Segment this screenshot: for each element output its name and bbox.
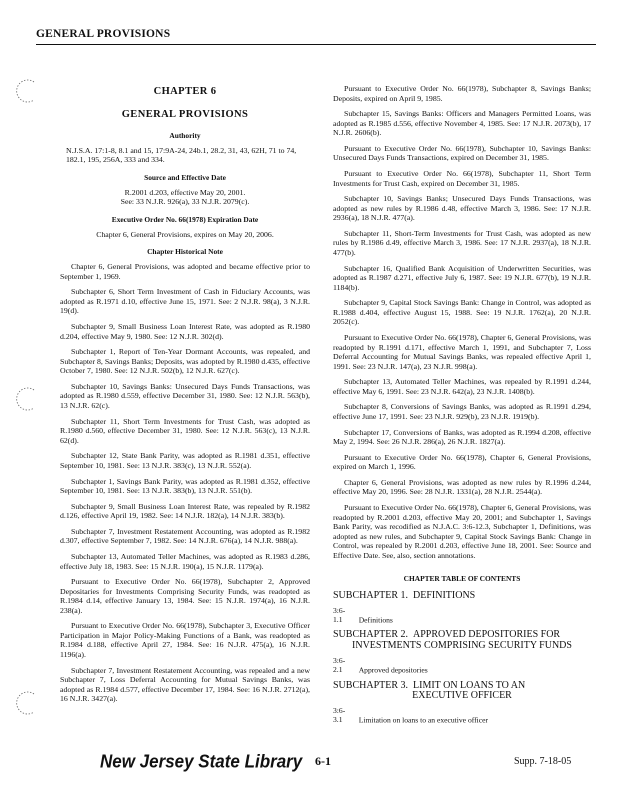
toc-subchapter-title: DEFINITIONS <box>413 590 476 602</box>
historical-note-heading: Chapter Historical Note <box>147 247 223 257</box>
historical-paragraph: Subchapter 17, Conversions of Banks, was adopted as R.1994 d.208, effective May 2, 1994. See: 26 N.J.R. 286(a), 26 N.J.R. 1827(a). <box>333 427 591 447</box>
chapter-label: CHAPTER 6 <box>153 86 217 97</box>
historical-paragraph: Subchapter 9, Small Business Loan Interest Rate, was repealed by R.1982 d.126, effective April 19, 1982. See: 14 N.J.R. 182(a), 14 N.J.R. 383(b). <box>60 501 310 521</box>
toc-section-entry[interactable] <box>333 706 591 725</box>
historical-paragraph: Subchapter 7, Investment Restatement Accounting, was adopted as R.1982 d.307, effective September 7, 1982. See: 14 N.J.R. 676(a), 14 N.J.R. 988(a). <box>60 526 310 546</box>
toc-subchapter-title-cont: INVESTMENTS COMPRISING SECURITY FUNDS <box>352 640 572 652</box>
toc-subchapter-title: LIMIT ON LOANS TO AN <box>413 679 526 691</box>
historical-paragraph: Pursuant to Executive Order No. 66(1978), Subchapter 11, Short Term Investments for Trust Cash, expired on December 31, 1985. <box>333 169 591 188</box>
toc-subchapter-title-cont: EXECUTIVE OFFICER <box>412 690 512 702</box>
toc-section-number: 3:6-1.1 <box>333 605 346 625</box>
punch-hole-bottom <box>14 690 40 716</box>
right-column <box>333 84 591 730</box>
toc-section-title: Approved depositories <box>358 665 428 675</box>
expiration-text: Chapter 6, General Provisions, expires on May 20, 2006. <box>96 229 274 239</box>
historical-paragraph: Pursuant to Executive Order No. 66(1978), Chapter 6, General Provisions, expired on March 1, 1996. <box>333 452 591 472</box>
header-rule <box>36 44 596 45</box>
historical-paragraph: Pursuant to Executive Order No. 66(1978), Chapter 6, General Provisions, was readopted by R.2001 d.203, effective May 20, 2001; and Subchapter 1, Savings Bank Parity, was recodified as N.J.A.C. 3:6-12.3, Subchapter 1, Definitions, was adopted as new rules, and Subchapter 9, Capital Stock Savings Bank: Change in Control, was repealed by R.2001 d.203, effective June 18, 2001. See: Source and Effective Date. See, also, section annotations. <box>333 503 591 560</box>
historical-paragraph: Subchapter 16, Qualified Bank Acquisition of Underwritten Securities, was adopted as R.1987 d.271, effective July 6, 1987. See: 19 N.J.R. 677(b), 19 N.J.R. 1184(b). <box>333 263 591 292</box>
toc-subchapter-label: SUBCHAPTER 2. <box>333 629 409 641</box>
expiration-heading: Executive Order No. 66(1978) Expiration Date <box>111 214 259 224</box>
authority-heading: Authority <box>169 130 201 140</box>
punch-hole-icon <box>14 78 40 104</box>
historical-paragraph: Subchapter 7, Investment Restatement Accounting, was repealed and a new Subchapter 7, Loss Deferral Accounting for Mutual Savings Banks, was adopted as R.1984 d.577, effective December 17, 1984. See: 16 N.J.R. 2712(a), 16 N.J.R. 3427(a). <box>60 665 310 704</box>
historical-paragraph: Subchapter 11, Short-Term Investments for Trust Cash, was adopted as new rules by R.1986 d.49, effective March 3, 1986. See: 17 N.J.R. 2937(a), 18 N.J.R. 477(b). <box>333 228 591 257</box>
historical-paragraph: Pursuant to Executive Order No. 66(1978), Chapter 6, General Provisions, was readopted by R.1991 d.171, effective March 1, 1991, and Subchapter 7, Loss Deferral Accounting for Mutual Savings Banks, was repealed effective April 1, 1991. See: 23 N.J.R. 147(a), 23 N.J.R. 998(a). <box>333 333 591 371</box>
source-line-2: See: 33 N.J.R. 926(a), 33 N.J.R. 2079(c). <box>120 197 250 207</box>
historical-paragraph: Subchapter 13, Automated Teller Machines, was repealed by R.1991 d.244, effective May 6, 1991. See: 23 N.J.R. 642(a), 23 N.J.R. 1408(b). <box>333 377 591 396</box>
toc-subchapter-title: APPROVED DEPOSITORIES FOR <box>413 629 561 641</box>
historical-paragraph: Subchapter 1, Report of Ten-Year Dormant Accounts, was repealed, and Subchapter 8, Savings Banks; Deposits, was adopted by R.1980 d.435, effective October 7, 1980. See: 12 N.J.R. 502(b), 12 N.J.R. 627(c). <box>60 347 310 376</box>
toc-subchapter-3 <box>333 681 591 703</box>
toc-section-entry[interactable] <box>333 656 591 675</box>
historical-paragraph: Subchapter 15, Savings Banks: Officers and Managers Permitted Loans, was adopted as R.1985 d.556, effective November 4, 1985. See: 17 N.J.R. 2073(b), 17 N.J.R. 2606(b). <box>333 109 591 138</box>
historical-paragraph: Subchapter 10, Savings Banks: Unsecured Days Funds Transactions, was adopted as R.1980 d.559, effective December 31, 1980. See: 12 N.J.R. 563(b), 13 N.J.R. 62(c). <box>60 381 310 410</box>
source-heading: Source and Effective Date <box>144 172 226 182</box>
toc-section-title: Limitation on loans to an executive officer <box>358 715 489 725</box>
toc-heading: CHAPTER TABLE OF CONTENTS <box>403 574 521 584</box>
punch-hole-icon <box>14 690 40 716</box>
historical-paragraph: Subchapter 9, Capital Stock Savings Bank: Change in Control, was adopted as R.1988 d.404, effective August 15, 1988. See: 19 N.J.R. 1762(a), 20 N.J.R. 2052(c). <box>333 298 591 327</box>
toc-subchapter-1 <box>333 591 591 602</box>
historical-paragraph: Subchapter 10, Savings Banks; Unsecured Days Funds Transactions, was adopted as new rules by R.1986 d.48, effective March 3, 1986. See: 17 N.J.R. 2936(a), 18 N.J.R. 477(a). <box>333 194 591 223</box>
toc-subchapter-label: SUBCHAPTER 3. <box>333 679 409 691</box>
historical-paragraph: Pursuant to Executive Order No. 66(1978), Subchapter 8, Savings Banks; Deposits, expired on April 9, 1985. <box>333 84 591 103</box>
toc-section-entry[interactable] <box>333 606 591 625</box>
authority-text: N.J.S.A. 17:1-8, 8.1 and 15, 17:9A-24, 24b.1, 28.2, 31, 43, 62H, 71 to 74, 182.1, 195, 256A, 333 and 334. <box>66 145 297 165</box>
toc-subchapter-label: SUBCHAPTER 1. <box>333 590 409 602</box>
historical-paragraph: Subchapter 11, Short Term Investments for Trust Cash, was adopted as R.1980 d.560, effective December 31, 1980. See: 12 N.J.R. 563(c), 13 N.J.R. 62(d). <box>60 416 310 445</box>
historical-paragraph: Subchapter 1, Savings Bank Parity, was adopted as R.1981 d.352, effective September 10, 1981. See: 13 N.J.R. 383(b), 13 N.J.R. 551(b). <box>60 476 310 496</box>
historical-paragraph: Subchapter 12, State Bank Parity, was adopted as R.1981 d.351, effective September 10, 1981. See: 13 N.J.R. 383(c), 13 N.J.R. 552(a). <box>60 451 310 470</box>
chapter-title: GENERAL PROVISIONS <box>121 108 249 120</box>
running-head: GENERAL PROVISIONS <box>36 28 171 40</box>
historical-paragraph: Chapter 6, General Provisions, was adopted and became effective prior to September 1, 1969. <box>60 262 310 281</box>
historical-paragraph: Subchapter 13, Automated Teller Machines, was adopted as R.1983 d.286, effective July 18, 1983. See: 15 N.J.R. 190(a), 15 N.J.R. 1179(a). <box>60 552 310 571</box>
historical-paragraph: Pursuant to Executive Order No. 66(1978), Subchapter 2, Approved Depositaries for Investments Comprising Security Funds, was readopted as R.1984 d.14, effective January 13, 1984. See: 15 N.J.R. 1974(a), 16 N.J.R. 238(a). <box>60 577 310 615</box>
historical-paragraph: Subchapter 9, Small Business Loan Interest Rate, was adopted as R.1980 d.204, effective May 9, 1980. See: 12 N.J.R. 302(d). <box>60 322 310 341</box>
page-number: 6-1 <box>315 754 331 768</box>
toc-subchapter-2 <box>333 630 591 652</box>
library-stamp: New Jersey State Library <box>100 751 303 772</box>
supplement-date: Supp. 7-18-05 <box>514 756 572 767</box>
historical-paragraph: Subchapter 6, Short Term Investment of Cash in Fiduciary Accounts, was adopted as R.1971 d.10, effective June 15, 1971. See: 2 N.J.R. 98(a), 3 N.J.R. 19(d). <box>60 287 310 316</box>
toc-section-title: Definitions <box>358 615 393 625</box>
toc-section-number: 3:6-2.1 <box>333 656 346 675</box>
punch-hole-middle <box>14 386 40 412</box>
historical-paragraph: Pursuant to Executive Order No. 66(1978), Subchapter 10, Savings Banks: Unsecured Days Funds Transactions, expired on December 31, 1985. <box>333 143 591 163</box>
source-line-1: R.2001 d.203, effective May 20, 2001. <box>124 187 246 197</box>
historical-paragraph: Pursuant to Executive Order No. 66(1978), Subchapter 3, Executive Officer Participation in Major Policy-Making Functions of a Bank, was readopted as R.1984 d.188, effective April 27, 1984. See: 16 N.J.R. 475(a), 16 N.J.R. 1196(a). <box>60 621 310 659</box>
historical-paragraph: Chapter 6, General Provisions, was adopted as new rules by R.1996 d.244, effective May 20, 1996. See: 28 N.J.R. 1331(a), 28 N.J.R. 2544(a). <box>333 477 591 497</box>
left-column <box>60 80 310 710</box>
historical-paragraph: Subchapter 8, Conversions of Savings Banks, was adopted as R.1991 d.294, effective June 17, 1991. See: 23 N.J.R. 929(b), 23 N.J.R. 1919(b). <box>333 402 591 421</box>
punch-hole-icon <box>14 386 40 412</box>
punch-hole-top <box>14 78 40 104</box>
toc-section-number: 3:6-3.1 <box>333 706 346 725</box>
